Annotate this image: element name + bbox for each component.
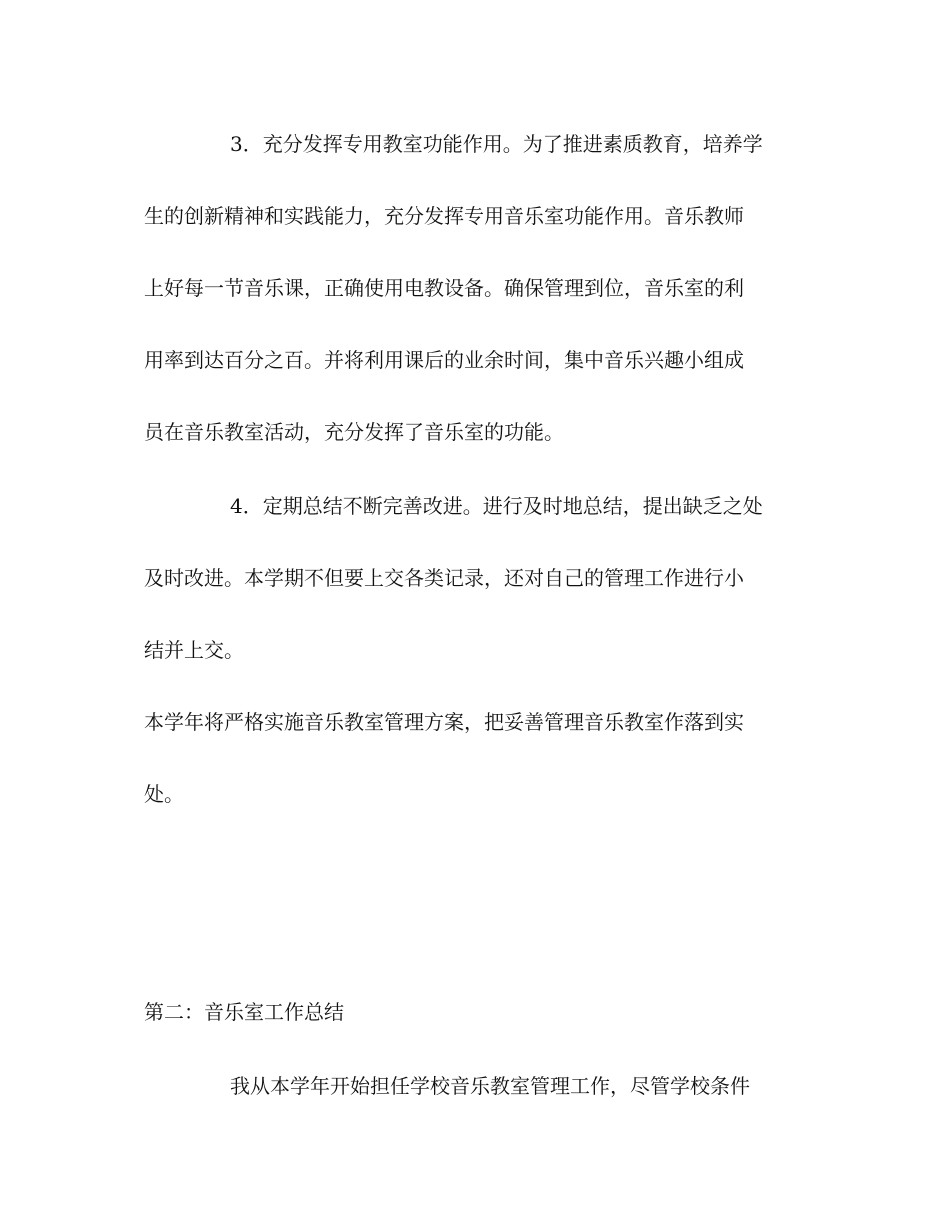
paragraph-3-line-5: 员在音乐教室活动，充分发挥了音乐室的功能。 xyxy=(144,420,564,444)
paragraph-3-line-2: 生的创新精神和实践能力，充分发挥专用音乐室功能作用。音乐教师 xyxy=(144,204,744,228)
section-heading: 第二：音乐室工作总结 xyxy=(144,1000,344,1024)
paragraph-4-line-3: 结并上交。 xyxy=(144,638,244,662)
section-paragraph-line-1: 我从本学年开始担任学校音乐教室管理工作，尽管学校条件 xyxy=(230,1074,750,1098)
paragraph-4-line-2: 及时改进。本学期不但要上交各类记录，还对自己的管理工作进行小 xyxy=(144,566,744,590)
paragraph-4-line-1: 4．定期总结不断完善改进。进行及时地总结，提出缺乏之处 xyxy=(230,494,763,518)
closing-line-2: 处。 xyxy=(144,782,184,806)
paragraph-3-line-1: 3．充分发挥专用教室功能作用。为了推进素质教育，培养学 xyxy=(230,132,763,156)
paragraph-3-line-3: 上好每一节音乐课，正确使用电教设备。确保管理到位，音乐室的利 xyxy=(144,276,744,300)
closing-line-1: 本学年将严格实施音乐教室管理方案，把妥善管理音乐教室作落到实 xyxy=(144,710,744,734)
paragraph-3-line-4: 用率到达百分之百。并将利用课后的业余时间，集中音乐兴趣小组成 xyxy=(144,348,744,372)
